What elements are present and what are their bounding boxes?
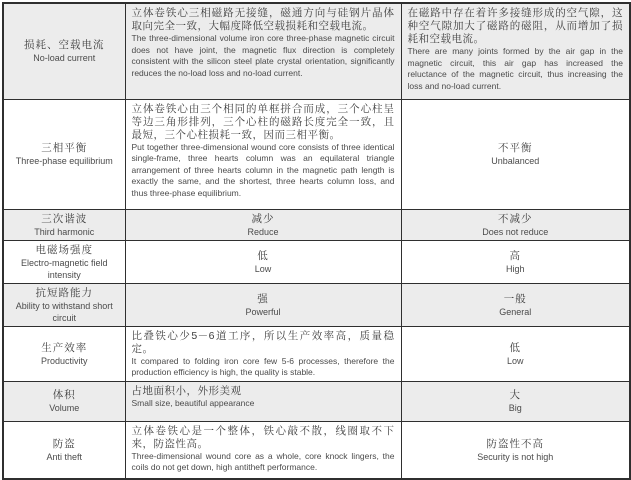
feature-cell [3,283,125,326]
stacked-label-zh: 低 [509,341,521,354]
wound-label-zh: 比叠铁心少5－6道工序，所以生产效率高，质量稳定。 [131,329,395,355]
comparison-table [2,2,631,480]
stacked-label-en: High [505,263,525,274]
table-row [3,3,630,99]
wound-label-en: It compared to folding iron core few 5-6 processes, therefore the production efficiency is high, the quality is stable. [131,355,395,377]
feature-label-zh: 抗短路能力 [35,286,93,299]
wound-cell [125,3,401,99]
wound-label-zh: 立体卷铁心由三个相同的单框拼合而成，三个心柱呈等边三角形排列，三个心柱的磁路长度完全一致，且最短，三个心柱损耗一致，因而三相平衡。 [131,102,395,141]
feature-label-zh: 损耗、空载电流 [24,39,105,52]
feature-label-zh: 生产效率 [41,341,88,354]
wound-label-zh: 低 [257,249,269,262]
feature-label-en: Anti theft [46,451,83,462]
wound-label-en: Powerful [245,306,281,317]
feature-cell [3,381,125,421]
stacked-label-en: Security is not high [477,451,554,462]
wound-cell [125,99,401,209]
feature-label-zh: 防盗 [52,437,76,450]
feature-cell [3,99,125,209]
feature-label-en: Volume [49,403,80,413]
stacked-cell [401,240,630,283]
table-row [3,381,630,421]
stacked-label-en: Does not reduce [482,226,549,237]
wound-label-en: Put together three-dimensional wound core consists of three identical single-frame, three hearts column was an equilateral triangle arrangement of three hearts column in the magnetic path length is exactly the same, and the shortest, three hearts column loss, and thus three-phase equilibrium. [131,141,395,198]
stacked-label-zh: 不减少 [498,212,533,225]
stacked-cell [401,3,630,99]
wound-cell [125,381,401,421]
stacked-label-en: Low [506,355,524,366]
wound-label-en: Low [254,263,272,274]
feature-label-en: Productivity [40,355,88,366]
stacked-label-zh: 防盗性不高 [486,437,544,450]
stacked-label-en: Unbalanced [491,156,540,166]
wound-cell [125,283,401,326]
stacked-label-zh: 一般 [503,292,527,305]
feature-label-zh: 电磁场强度 [35,243,93,256]
feature-label-en: Electro-magnetic field intensity [20,257,108,280]
stacked-cell [401,326,630,381]
feature-label-en: Third harmonic [34,226,95,237]
wound-label-en: Reduce [247,226,279,237]
feature-cell [3,3,125,99]
comparison-table-body [3,3,630,479]
wound-label-zh: 立体卷铁心是一个整体，铁心敲不散，线圈取不下来，防盗性高。 [131,424,395,450]
stacked-cell [401,283,630,326]
stacked-label-zh: 大 [509,389,521,401]
stacked-label-en: Big [508,403,522,413]
stacked-label-zh: 高 [509,249,521,262]
table-row [3,326,630,381]
feature-label-zh: 体积 [52,389,76,401]
wound-label-en: Three-dimensional wound core as a whole, core knock lingers, the coils do not get down, high antitheft performance. [131,450,395,472]
wound-label-en: Small size, beautiful appearance [131,397,255,408]
table-row [3,240,630,283]
wound-label-zh: 占地面积小，外形美观 [131,384,242,397]
wound-cell [125,421,401,479]
stacked-cell [401,209,630,240]
stacked-cell [401,99,630,209]
wound-cell [125,240,401,283]
feature-label-en: Ability to withstand short circuit [15,300,113,323]
feature-label-en: No-load current [33,53,96,64]
feature-label-zh: 三次谐波 [41,212,88,225]
wound-label-zh: 减少 [251,212,275,225]
feature-label-zh: 三相平衡 [41,142,88,154]
stacked-cell [401,381,630,421]
feature-cell [3,326,125,381]
table-row [3,283,630,326]
wound-label-zh: 强 [257,292,269,305]
stacked-label-zh: 不平衡 [498,142,533,154]
wound-cell [125,209,401,240]
feature-cell [3,240,125,283]
stacked-label-en: There are many joints formed by the air gap in the magnetic circuit, this air gap has increased the reluctance of the magnetic circuit, thus increasing the loss and no-load current. [407,46,623,91]
stacked-cell [401,421,630,479]
table-row [3,99,630,209]
table-row [3,209,630,240]
table-row [3,421,630,479]
feature-label-en: Three-phase equilibrium [15,156,113,166]
wound-cell [125,326,401,381]
feature-cell [3,209,125,240]
stacked-label-zh: 在磁路中存在着许多接缝形成的空气隙，这种空气隙加大了磁路的磁阻，从而增加了损耗和空载电流。 [407,7,623,45]
feature-cell [3,421,125,479]
wound-label-zh: 立体卷铁心三相磁路无接缝，磁通方向与硅钢片晶体取向完全一致，大幅度降低空载损耗和空载电流。 [131,7,395,32]
wound-label-en: The three-dimensional volume iron core three-phase magnetic circuit does not have joint, the magnetic flux direction is completely consistent with the silicon steel plate crystal orientation, significantly reduces the no-load loss and no-load current. [131,33,395,78]
stacked-label-en: General [499,306,532,317]
